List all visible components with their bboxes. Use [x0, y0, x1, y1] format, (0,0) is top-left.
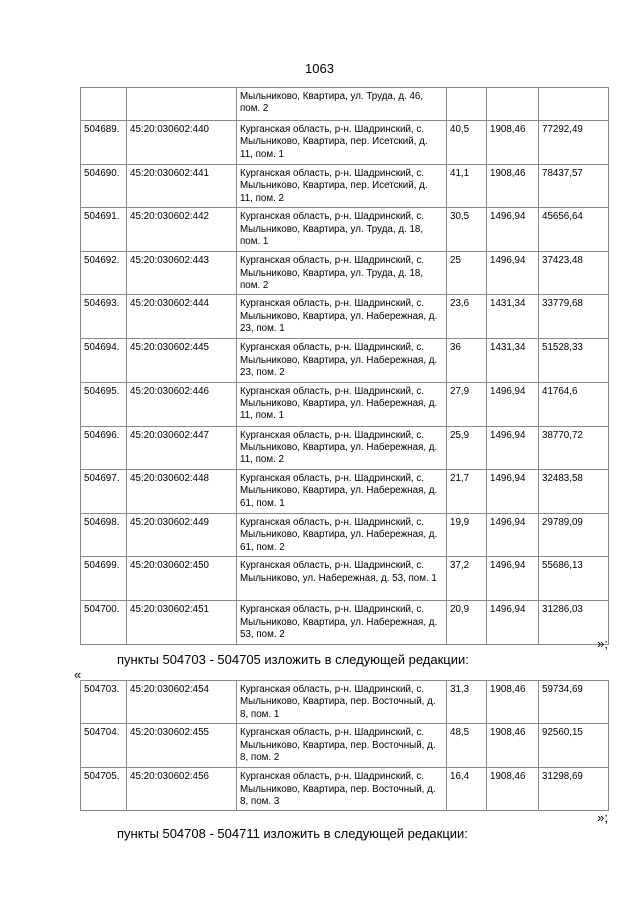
- specific-value: 1496,94: [487, 426, 539, 469]
- row-number: 504695.: [81, 382, 127, 426]
- area-value: 31,3: [447, 681, 487, 724]
- opening-quote: «: [74, 667, 82, 682]
- table-row: [81, 557, 609, 601]
- area-value: 21,7: [447, 469, 487, 513]
- cadastral-value: 59734,69: [539, 681, 609, 724]
- property-address: Курганская область, р-н. Шадринский, с. Мыльниково, Квартира, ул. Набережная, д. 11, пом. 2: [237, 426, 447, 469]
- table-row: [81, 724, 609, 768]
- specific-value: 1496,94: [487, 469, 539, 513]
- cadastral-value: 32483,58: [539, 469, 609, 513]
- property-address: Мыльниково, Квартира, ул. Труда, д. 46, пом. 2: [237, 88, 447, 121]
- row-number: 504696.: [81, 426, 127, 469]
- row-number: 504692.: [81, 252, 127, 295]
- row-number: 504689.: [81, 121, 127, 165]
- cadastral-value: 29789,09: [539, 513, 609, 556]
- row-number: 504700.: [81, 601, 127, 645]
- closing-quote: »;: [597, 810, 608, 825]
- cadastral-number: 45:20:030602:446: [127, 382, 237, 426]
- row-number: 504705.: [81, 768, 127, 811]
- registry-table-1: [80, 87, 609, 645]
- specific-value: 1496,94: [487, 208, 539, 252]
- row-number: 504698.: [81, 513, 127, 556]
- specific-value: 1496,94: [487, 513, 539, 556]
- row-number: 504691.: [81, 208, 127, 252]
- cadastral-value: 92560,15: [539, 724, 609, 768]
- specific-value: 1496,94: [487, 252, 539, 295]
- row-number: 504694.: [81, 339, 127, 382]
- cadastral-number: 45:20:030602:456: [127, 768, 237, 811]
- cadastral-value: 51528,33: [539, 339, 609, 382]
- property-address: Курганская область, р-н. Шадринский, с. Мыльниково, ул. Набережная, д. 53, пом. 1: [237, 557, 447, 601]
- area-value: 40,5: [447, 121, 487, 165]
- area-value: [447, 88, 487, 121]
- specific-value: 1908,46: [487, 121, 539, 165]
- property-address: Курганская область, р-н. Шадринский, с. Мыльниково, Квартира, ул. Набережная, д. 53, пом. 2: [237, 601, 447, 645]
- cadastral-number: 45:20:030602:455: [127, 724, 237, 768]
- property-address: Курганская область, р-н. Шадринский, с. Мыльниково, Квартира, пер. Восточный, д. 8, пом. 1: [237, 681, 447, 724]
- table-row: [81, 469, 609, 513]
- table-row: [81, 426, 609, 469]
- table-row: [81, 601, 609, 645]
- specific-value: 1908,46: [487, 724, 539, 768]
- registry-table-2: [80, 680, 609, 811]
- row-number: 504699.: [81, 557, 127, 601]
- table-row: [81, 295, 609, 339]
- area-value: 37,2: [447, 557, 487, 601]
- property-address: Курганская область, р-н. Шадринский, с. Мыльниково, Квартира, пер. Исетский, д. 11, пом. 2: [237, 165, 447, 208]
- area-value: 27,9: [447, 382, 487, 426]
- property-address: Курганская область, р-н. Шадринский, с. Мыльниково, Квартира, пер. Восточный, д. 8, пом. 3: [237, 768, 447, 811]
- cadastral-number: 45:20:030602:450: [127, 557, 237, 601]
- area-value: 19,9: [447, 513, 487, 556]
- cadastral-value: 37423,48: [539, 252, 609, 295]
- table-row: [81, 252, 609, 295]
- amendment-instruction: пункты 504703 - 504705 изложить в следующей редакции:: [117, 652, 469, 667]
- cadastral-value: 55686,13: [539, 557, 609, 601]
- cadastral-number: 45:20:030602:441: [127, 165, 237, 208]
- specific-value: 1496,94: [487, 557, 539, 601]
- row-number: 504703.: [81, 681, 127, 724]
- cadastral-number: 45:20:030602:454: [127, 681, 237, 724]
- cadastral-number: 45:20:030602:442: [127, 208, 237, 252]
- area-value: 36: [447, 339, 487, 382]
- area-value: 25,9: [447, 426, 487, 469]
- area-value: 16,4: [447, 768, 487, 811]
- cadastral-number: 45:20:030602:447: [127, 426, 237, 469]
- cadastral-value: 77292,49: [539, 121, 609, 165]
- specific-value: 1908,46: [487, 681, 539, 724]
- cadastral-number: 45:20:030602:451: [127, 601, 237, 645]
- row-number: 504697.: [81, 469, 127, 513]
- cadastral-value: 78437,57: [539, 165, 609, 208]
- cadastral-value: 45656,64: [539, 208, 609, 252]
- row-number: 504690.: [81, 165, 127, 208]
- table-row: [81, 208, 609, 252]
- property-address: Курганская область, р-н. Шадринский, с. Мыльниково, Квартира, ул. Труда, д. 18, пом. 1: [237, 208, 447, 252]
- property-address: Курганская область, р-н. Шадринский, с. Мыльниково, Квартира, ул. Набережная, д. 61, пом. 1: [237, 469, 447, 513]
- cadastral-value: 31298,69: [539, 768, 609, 811]
- cadastral-value: [539, 88, 609, 121]
- specific-value: 1431,34: [487, 339, 539, 382]
- area-value: 48,5: [447, 724, 487, 768]
- property-address: Курганская область, р-н. Шадринский, с. Мыльниково, Квартира, ул. Набережная, д. 11, пом. 1: [237, 382, 447, 426]
- area-value: 30,5: [447, 208, 487, 252]
- table-row: [81, 88, 609, 121]
- table-row: [81, 165, 609, 208]
- cadastral-number: [127, 88, 237, 121]
- cadastral-value: 41764,6: [539, 382, 609, 426]
- table-row: [81, 382, 609, 426]
- property-address: Курганская область, р-н. Шадринский, с. Мыльниково, Квартира, пер. Исетский, д. 11, пом. 1: [237, 121, 447, 165]
- property-address: Курганская область, р-н. Шадринский, с. Мыльниково, Квартира, ул. Набережная, д. 23, пом. 2: [237, 339, 447, 382]
- area-value: 41,1: [447, 165, 487, 208]
- cadastral-value: 31286,03: [539, 601, 609, 645]
- cadastral-number: 45:20:030602:443: [127, 252, 237, 295]
- row-number: 504693.: [81, 295, 127, 339]
- table-row: [81, 681, 609, 724]
- cadastral-value: 38770,72: [539, 426, 609, 469]
- table-row: [81, 768, 609, 811]
- specific-value: 1431,34: [487, 295, 539, 339]
- specific-value: 1496,94: [487, 601, 539, 645]
- cadastral-number: 45:20:030602:440: [127, 121, 237, 165]
- row-number: [81, 88, 127, 121]
- cadastral-number: 45:20:030602:449: [127, 513, 237, 556]
- row-number: 504704.: [81, 724, 127, 768]
- specific-value: 1496,94: [487, 382, 539, 426]
- page-number: 1063: [305, 61, 334, 76]
- property-address: Курганская область, р-н. Шадринский, с. Мыльниково, Квартира, ул. Набережная, д. 61, пом. 2: [237, 513, 447, 556]
- property-address: Курганская область, р-н. Шадринский, с. Мыльниково, Квартира, ул. Труда, д. 18, пом. 2: [237, 252, 447, 295]
- closing-quote: »;: [597, 636, 608, 651]
- specific-value: [487, 88, 539, 121]
- cadastral-number: 45:20:030602:448: [127, 469, 237, 513]
- specific-value: 1908,46: [487, 165, 539, 208]
- table-row: [81, 121, 609, 165]
- cadastral-number: 45:20:030602:444: [127, 295, 237, 339]
- property-address: Курганская область, р-н. Шадринский, с. Мыльниково, Квартира, пер. Восточный, д. 8, пом. 2: [237, 724, 447, 768]
- area-value: 23,6: [447, 295, 487, 339]
- amendment-instruction: пункты 504708 - 504711 изложить в следующей редакции:: [117, 826, 468, 841]
- cadastral-value: 33779,68: [539, 295, 609, 339]
- specific-value: 1908,46: [487, 768, 539, 811]
- cadastral-number: 45:20:030602:445: [127, 339, 237, 382]
- table-row: [81, 513, 609, 556]
- area-value: 20,9: [447, 601, 487, 645]
- property-address: Курганская область, р-н. Шадринский, с. Мыльниково, Квартира, ул. Набережная, д. 23, пом. 1: [237, 295, 447, 339]
- area-value: 25: [447, 252, 487, 295]
- table-row: [81, 339, 609, 382]
